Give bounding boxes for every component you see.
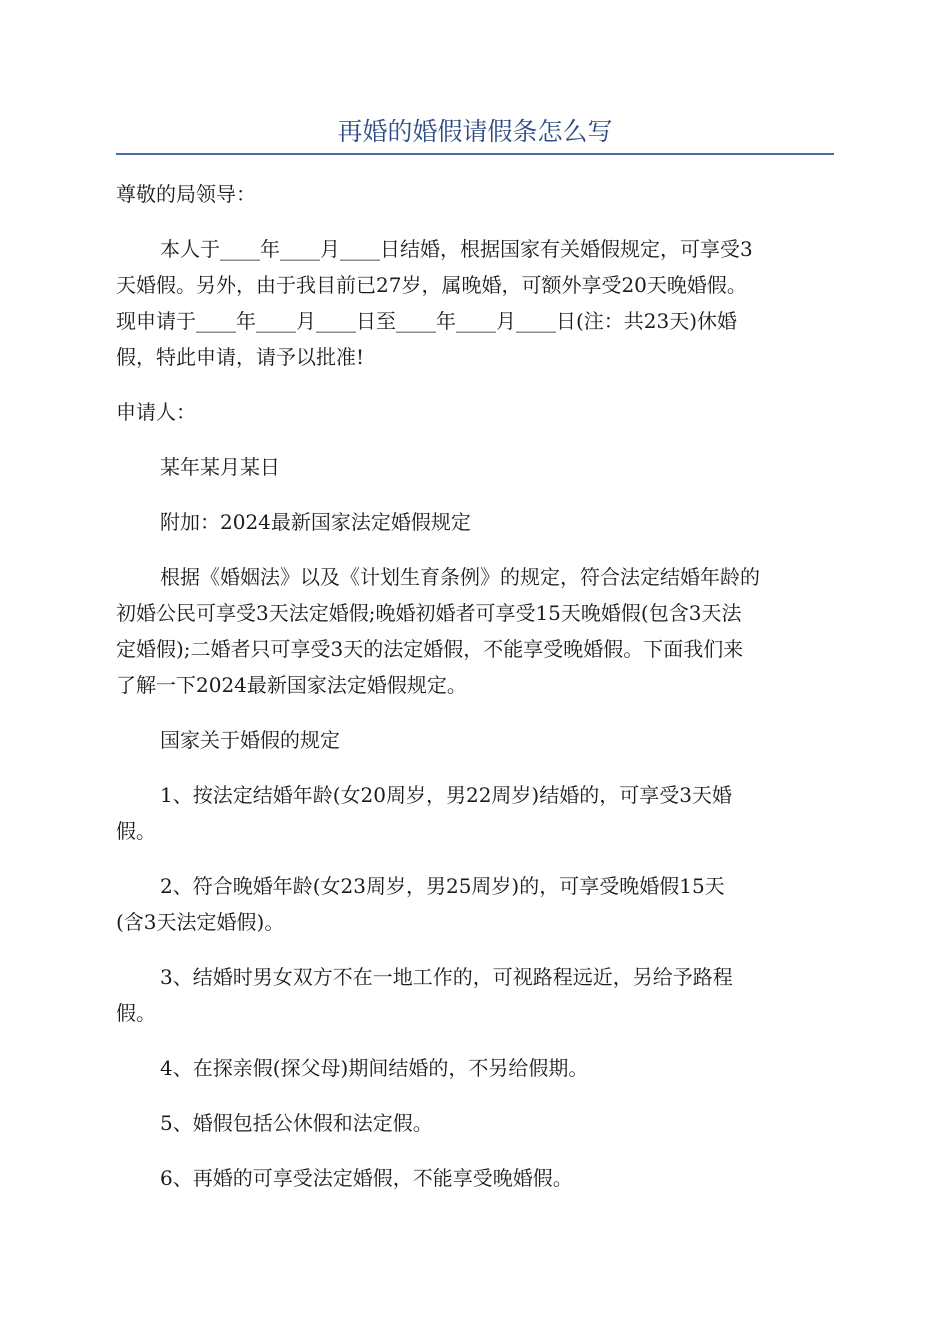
request-paragraph bbox=[116, 231, 838, 375]
rule-item bbox=[116, 959, 838, 1031]
paragraph-line: 假。 bbox=[116, 819, 156, 843]
paragraph-line: 2、符合晚婚年龄(女23周岁，男25周岁)的，可享受晚婚假15天 bbox=[160, 874, 725, 898]
title-underline bbox=[116, 153, 834, 155]
intro-paragraph bbox=[116, 559, 838, 703]
paragraph-line: 6、再婚的可享受法定婚假，不能享受晚婚假。 bbox=[160, 1166, 573, 1190]
paragraph-line: 了解一下2024最新国家法定婚假规定。 bbox=[116, 673, 467, 697]
paragraph-line: 根据《婚姻法》以及《计划生育条例》的规定，符合法定结婚年龄的 bbox=[160, 565, 760, 589]
rule-item bbox=[116, 868, 838, 940]
rule-item bbox=[116, 1050, 838, 1086]
paragraph-line: 现申请于____年____月____日至____年____月____日(注：共23天)休婚 bbox=[116, 309, 738, 333]
paragraph-line: 定婚假);二婚者只可享受3天的法定婚假，不能享受晚婚假。下面我们来 bbox=[116, 637, 744, 661]
salutation: 尊敬的局领导： bbox=[116, 182, 256, 206]
document-body bbox=[116, 176, 838, 1215]
document-title: 再婚的婚假请假条怎么写 bbox=[337, 117, 613, 146]
paragraph-line: 5、婚假包括公休假和法定假。 bbox=[160, 1111, 433, 1135]
paragraph-line: 初婚公民可享受3天法定婚假;晚婚初婚者可享受15天晚婚假(包含3天法 bbox=[116, 601, 742, 625]
rule-item bbox=[116, 1160, 838, 1196]
rule-item bbox=[116, 777, 838, 849]
paragraph-line: 1、按法定结婚年龄(女20周岁，男22周岁)结婚的，可享受3天婚 bbox=[160, 783, 732, 807]
date-line: 某年某月某日 bbox=[160, 455, 280, 479]
appendix-title: 附加：2024最新国家法定婚假规定 bbox=[160, 510, 471, 534]
paragraph-line: 3、结婚时男女双方不在一地工作的，可视路程远近，另给予路程 bbox=[160, 965, 733, 989]
paragraph-line: 本人于____年____月____日结婚，根据国家有关婚假规定，可享受3 bbox=[160, 237, 753, 261]
paragraph-line: 4、在探亲假(探父母)期间结婚的，不另给假期。 bbox=[160, 1056, 589, 1080]
section-heading: 国家关于婚假的规定 bbox=[160, 728, 340, 752]
paragraph-line: 假。 bbox=[116, 1001, 156, 1025]
rule-item bbox=[116, 1105, 838, 1141]
paragraph-line: 天婚假。另外，由于我目前已27岁，属晚婚，可额外享受20天晚婚假。 bbox=[116, 273, 747, 297]
applicant-label: 申请人： bbox=[116, 400, 196, 424]
paragraph-line: 假，特此申请，请予以批准! bbox=[116, 345, 365, 369]
paragraph-line: (含3天法定婚假)。 bbox=[116, 910, 285, 934]
